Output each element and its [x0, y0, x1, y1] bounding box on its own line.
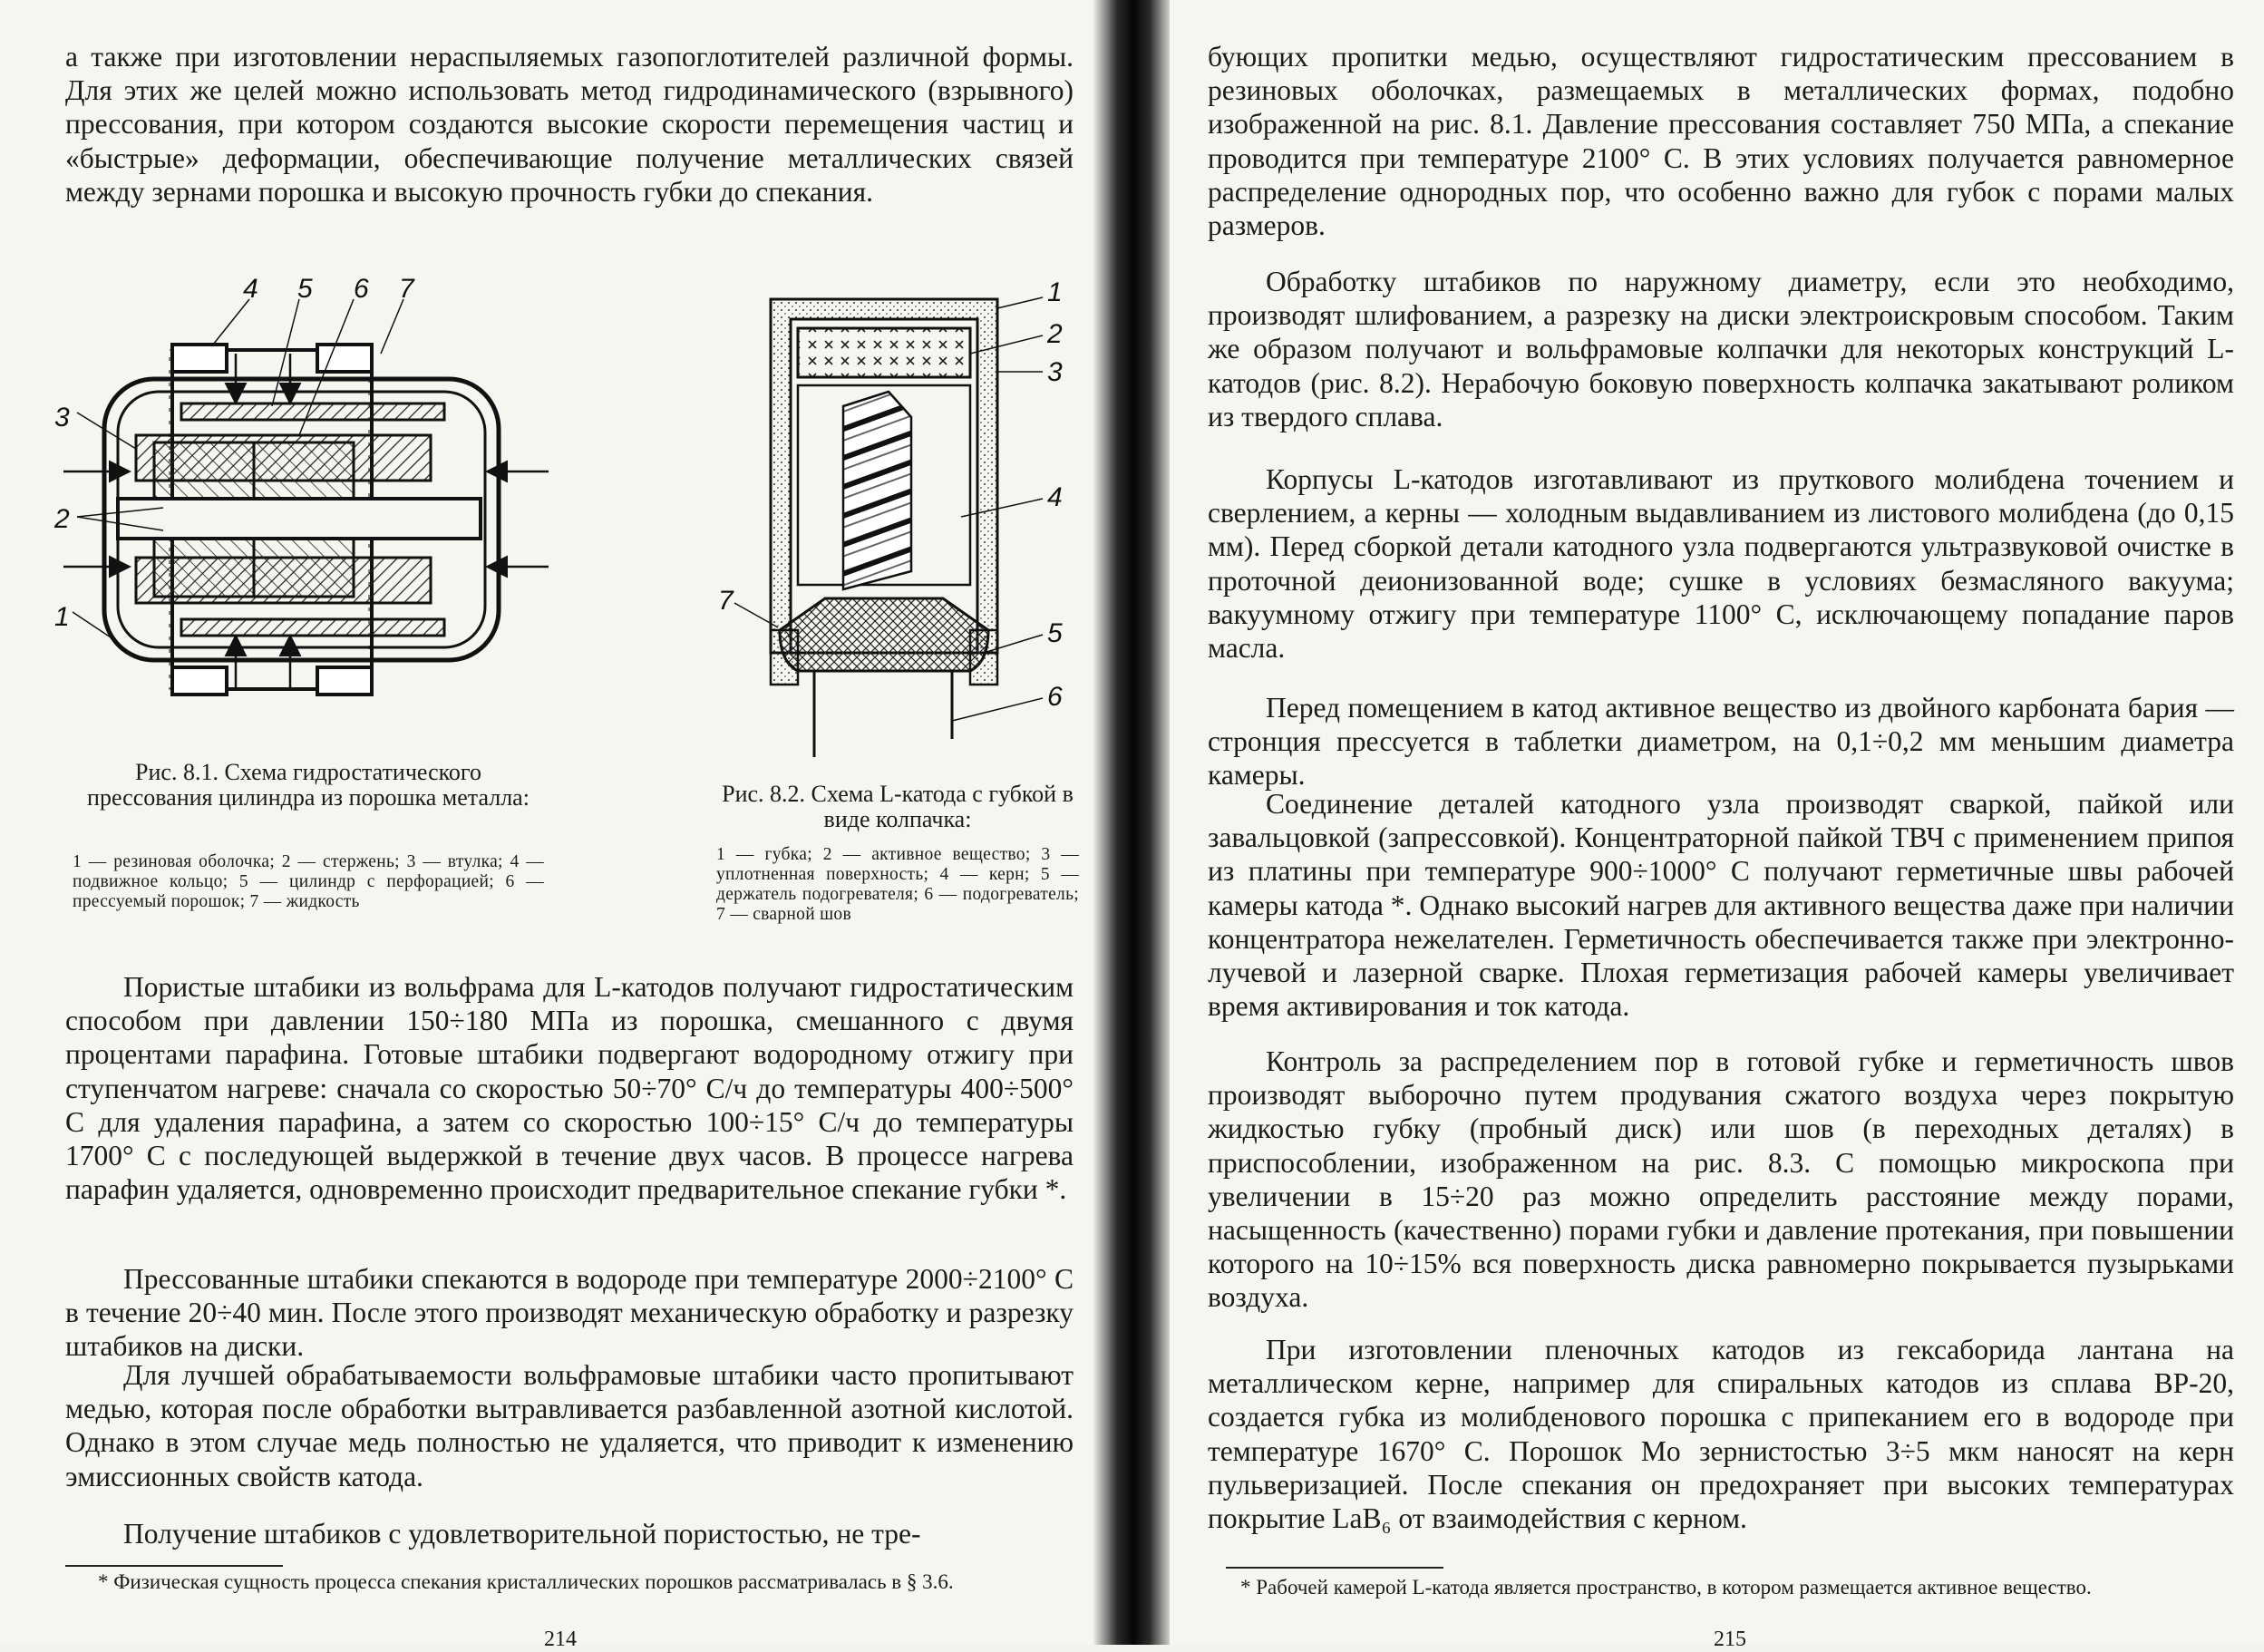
right-page	[1170, 0, 2264, 1651]
left-page-number: 214	[544, 1628, 577, 1651]
fig1-label-2: 2	[54, 504, 70, 534]
fig2-label-2: 2	[1047, 319, 1063, 349]
book-spine	[1093, 0, 1174, 1645]
fig1-label-1: 1	[54, 602, 70, 632]
right-page-number: 215	[1714, 1628, 1746, 1651]
figure-8-1	[54, 272, 562, 725]
right-paragraph-4: Соединение деталей катодного узла производят сваркой, пайкой или завальцовкой (запрессовкой). Концентраторной пайкой ТВЧ с применением припоя из платины при температуре 900÷1000° С получают герметичные швы рабочей камеры катода *. Однако высокий нагрев для активного вещества даже при наличии концентратора нежелателен. Герметичность обеспечивается также при электронно-лучевой и лазерной сварке. Плохая герметизация рабочей камеры увеличивает время активирования и ток катода.	[1208, 788, 2234, 1023]
left-paragraph-1: Пористые штабики из вольфрама для L-катодов получают гидростатическим способом при давлении 150÷180 МПа из порошка, смешанного с двумя процентами парафина. Готовые штабики подвергают водородному отжигу при ступенчатом нагреве: сначала со скоростью 50÷70° С/ч до температуры 400÷500° С для удаления парафина, а затем со скоростью 100÷15° С/ч до температуры 1700° С с последующей выдержкой в течение двух часов. В процессе нагрева парафин удаляется, одновременно происходит предварительное спекание губки *.	[65, 971, 1074, 1206]
left-paragraph-2: Прессованные штабики спекаются в водороде при температуре 2000÷2100° С в течение 20÷40 мин. После этого производят механическую обработку и разрезку штабиков на диски.	[65, 1263, 1074, 1363]
fig1-label-5: 5	[297, 274, 313, 304]
fig1-caption: Рис. 8.1. Схема гидростатического прессования цилиндра из порошка металла:	[87, 759, 530, 811]
fig2-caption: Рис. 8.2. Схема L-катода с губкой в виде колпачка:	[722, 781, 1074, 832]
right-paragraph-6: При изготовлении пленочных катодов из гексаборида лантана на металлическом керне, например для спиральных катодов из сплава ВР-20, создается губка из молибденового порошка с припеканием его в водороде при температуре 1670° С. Порошок Mo зернистостью 3÷5 мкм наносят на керн пульверизацией. После спекания он предохраняет при высоких температурах покрытие LaB₆ от взаимодействия с керном.	[1208, 1334, 2234, 1535]
fig2-legend: 1 — губка; 2 — активное вещество; 3 — уплотненная поверхность; 4 — керн; 5 — держатель подогревателя; 6 — подогреватель; 7 — сварной шов	[716, 845, 1079, 924]
right-paragraph-1: Обработку штабиков по наружному диаметру, если это необходимо, производят шлифованием, а разрезку на диски электроискровым способом. Таким же образом получают и вольфрамовые колпачки для некоторых конструкций L-катодов (рис. 8.2). Нерабочую боковую поверхность колпачка закатывают роликом из твердого сплава.	[1208, 266, 2234, 432]
fig2-label-3: 3	[1047, 357, 1063, 387]
right-paragraph-3: Перед помещением в катод активное вещество из двойного карбоната бария — стронция прессуется в таблетки диаметром, на 0,1÷0,2 мм меньшим диаметра камеры.	[1208, 692, 2234, 792]
fig1-label-6: 6	[354, 274, 369, 304]
right-footnote-rule	[1226, 1567, 1443, 1569]
left-footnote-rule	[65, 1565, 283, 1567]
fig2-label-1: 1	[1047, 277, 1063, 307]
right-footnote: * Рабочей камерой L-катода является пространство, в котором размещается активное вещество.	[1240, 1576, 2092, 1599]
right-paragraph-0: бующих пропитки медью, осуществляют гидростатическим прессованием в резиновых оболочках, размещаемых в металлических формах, подобно изображенной на рис. 8.1. Давление прессования составляет 750 МПа, а спекание проводится при температуре 2100° С. В этих условиях получается равномерное распределение однородных пор, что особенно важно для губок с порами малых размеров.	[1208, 41, 2234, 242]
fig2-label-4: 4	[1047, 482, 1063, 512]
left-page	[0, 0, 1102, 1651]
left-footnote: * Физическая сущность процесса спекания кристаллических порошков рассматривалась в § 3.6.	[98, 1570, 954, 1593]
left-intro-paragraph: а также при изготовлении нераспыляемых газопоглотителей различной формы. Для этих же целей можно использовать метод гидродинамического (взрывного) прессования, при котором создаются высокие скорости перемещения частиц и «быстрые» деформации, обеспечивающие получение металлических связей между зернами порошка и высокую прочность губки до спекания.	[65, 41, 1074, 208]
fig2-label-5: 5	[1047, 618, 1063, 648]
left-paragraph-4: Получение штабиков с удовлетворительной пористостью, не тре-	[123, 1518, 921, 1550]
fig1-legend: 1 — резиновая оболочка; 2 — стержень; 3 — втулка; 4 — подвижное кольцо; 5 — цилиндр с перфорацией; 6 — прессуемый порошок; 7 — жидкость	[73, 852, 544, 911]
right-paragraph-5: Контроль за распределением пор в готовой губке и герметичность швов производят выборочно путем продувания сжатого воздуха через покрытую жидкостью губку (пробный диск) или шов (в переходных деталях) в приспособлении, изображенном на рис. 8.3. С помощью микроскопа при увеличении в 15÷20 раз можно определить расстояние между порами, насыщенность (качественно) порами губки и давление протекания, при повышении которого на 10÷15% вся поверхность диска равномерно покрывается пузырьками воздуха.	[1208, 1045, 2234, 1314]
left-paragraph-3: Для лучшей обрабатываемости вольфрамовые штабики часто пропитывают медью, которая после обработки вытравливается разбавленной азотной кислотой. Однако в этом случае медь полностью не удаляется, что приводит к изменению эмиссионных свойств катода.	[65, 1359, 1074, 1492]
fig1-label-3: 3	[54, 403, 70, 432]
fig2-label-7: 7	[718, 586, 734, 616]
right-paragraph-2: Корпусы L-катодов изготавливают из пруткового молибдена точением и сверлением, а керны — холодным выдавливанием из листового молибдена (до 0,15 мм). Перед сборкой детали катодного узла подвергаются ультразвуковой очистке в проточной деионизованной воде; сушке в условиях безмасляного вакуума; вакуумному отжигу при температуре 1100° С, исключающему попадание паров масла.	[1208, 463, 2234, 665]
figure-8-2	[707, 272, 1088, 780]
fig1-label-7: 7	[399, 274, 414, 304]
fig2-label-6: 6	[1047, 682, 1063, 712]
fig1-label-4: 4	[243, 274, 258, 304]
